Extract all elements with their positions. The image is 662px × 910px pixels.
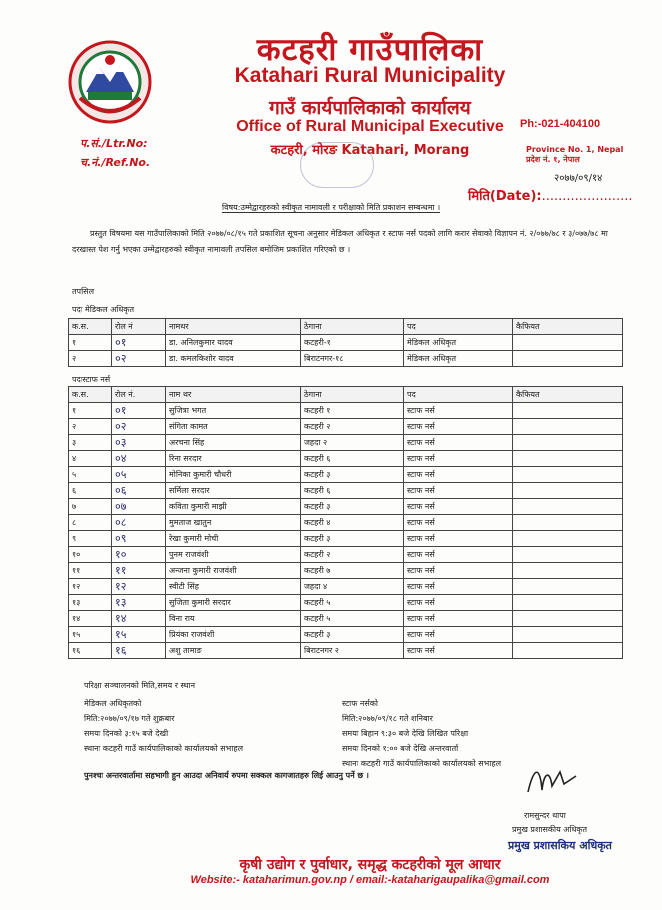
roll-number-cell: ०२ xyxy=(112,419,166,435)
office-address: कटहरी, मोरङ Katahari, Morang xyxy=(270,143,470,158)
subject-text: विषय:उम्मेद्वारहरुको स्वीकृत नामावली र परीक्षाको मिति प्रकाशन सम्बन्धमा । xyxy=(222,203,441,212)
medical-exam-title: मेडिकल अधिकृतको xyxy=(84,699,142,708)
address-cell: बिराटनगर-१८ xyxy=(301,351,404,367)
medical-exam-place: स्थानः कटहरी गाउँ कार्यपालिकाको कार्यालयको सभाहल xyxy=(84,744,244,753)
table-header-row xyxy=(69,387,623,403)
name-cell: अन्जना कुमारी राजवंशी xyxy=(166,563,301,579)
table-row xyxy=(69,335,623,351)
post-cell: स्टाफ नर्स xyxy=(404,563,513,579)
signature-icon xyxy=(520,762,580,798)
name-cell: विना राय xyxy=(166,611,301,627)
table-row xyxy=(69,419,623,435)
serial-number-cell: १ xyxy=(69,403,112,419)
name-cell: डा. अनिलकुमार यादव xyxy=(166,335,301,351)
column-header: ठेगाना xyxy=(301,387,404,403)
roll-number-cell: ०७ xyxy=(112,499,166,515)
address-cell: कटहरी ३ xyxy=(301,499,404,515)
serial-number-cell: ६ xyxy=(69,483,112,499)
serial-number-cell: १ xyxy=(69,335,112,351)
address-cell: कटहरी-१ xyxy=(301,335,404,351)
table-header-row xyxy=(69,319,623,335)
staff-exam-place: स्थानः कटहरी गाउँ कार्यपालिकाको कार्यालयको सभाहल xyxy=(342,759,502,768)
serial-number-cell: ५ xyxy=(69,467,112,483)
address-cell: बिराटनगर २ xyxy=(301,643,404,659)
serial-number-cell: ७ xyxy=(69,499,112,515)
handwritten-date: २०७७/०९/१४ xyxy=(554,173,603,184)
column-header: नाम थर xyxy=(166,387,301,403)
serial-number-cell: ८ xyxy=(69,515,112,531)
medical-officer-table xyxy=(68,318,623,367)
name-cell: प्रियंका राजवंशी xyxy=(166,627,301,643)
remarks-cell xyxy=(513,403,623,419)
table-row xyxy=(69,627,623,643)
address-cell: कटहरी ६ xyxy=(301,451,404,467)
remarks-cell xyxy=(513,627,623,643)
roll-number-cell: १० xyxy=(112,547,166,563)
name-cell: सुजित्रा भगत xyxy=(166,403,301,419)
table-row xyxy=(69,467,623,483)
remarks-cell xyxy=(513,435,623,451)
remarks-cell xyxy=(513,451,623,467)
province-info xyxy=(526,145,623,165)
column-header: क.स. xyxy=(69,319,112,335)
table-row xyxy=(69,403,623,419)
medical-exam-schedule xyxy=(84,696,334,756)
staff-exam-date: मिति:२०७७/०९/१८ गते शनिबार xyxy=(342,714,433,723)
serial-number-cell: १० xyxy=(69,547,112,563)
column-header: ठेगाना xyxy=(301,319,404,335)
date-label: मिति(Date): xyxy=(468,189,542,204)
name-cell: संगिता कामत xyxy=(166,419,301,435)
roll-number-cell: ०१ xyxy=(112,403,166,419)
post-cell: स्टाफ नर्स xyxy=(404,435,513,451)
remarks-cell xyxy=(513,643,623,659)
table-row xyxy=(69,611,623,627)
address-cell: कटहरी ३ xyxy=(301,627,404,643)
post-cell: स्टाफ नर्स xyxy=(404,467,513,483)
designation-stamp: प्रमुख प्रशासकिय अधिकृत xyxy=(508,839,612,852)
roll-number-cell: ०८ xyxy=(112,515,166,531)
remarks-cell xyxy=(513,595,623,611)
date-field xyxy=(468,186,633,204)
province-nepali: प्रदेश नं. १, नेपाल xyxy=(526,155,580,164)
signatory-title: प्रमुख प्रशासकीय अधिकृत xyxy=(512,825,588,834)
staff-exam-title: स्टाफ नर्सको xyxy=(342,699,378,708)
post-cell: स्टाफ नर्स xyxy=(404,547,513,563)
post-cell: स्टाफ नर्स xyxy=(404,595,513,611)
remarks-cell xyxy=(513,499,623,515)
serial-number-cell: २ xyxy=(69,419,112,435)
reference-number-label: च.नं./Ref.No. xyxy=(80,156,151,169)
remarks-cell xyxy=(513,531,623,547)
column-header: रोल नं. xyxy=(112,387,166,403)
post-cell: मेडिकल अधिकृत xyxy=(404,335,513,351)
serial-number-cell: १६ xyxy=(69,643,112,659)
address-cell: कटहरी ७ xyxy=(301,563,404,579)
remarks-cell xyxy=(513,515,623,531)
column-header: पद xyxy=(404,387,513,403)
staff-written-exam-time: समयः बिहान ९:३० बजे देखि लिखित परिक्षा xyxy=(342,729,469,738)
roll-number-cell: ११ xyxy=(112,563,166,579)
table-row xyxy=(69,483,623,499)
serial-number-cell: १४ xyxy=(69,611,112,627)
post-cell: स्टाफ नर्स xyxy=(404,531,513,547)
phone-number: Ph:-021-404100 xyxy=(520,118,601,130)
column-header: क.स. xyxy=(69,387,112,403)
roll-number-cell: १२ xyxy=(112,579,166,595)
column-header: कैफियत xyxy=(513,387,623,403)
office-title-english: Office of Rural Municipal Executive xyxy=(236,118,504,135)
address-cell: कटहरी ४ xyxy=(301,515,404,531)
remarks-cell xyxy=(513,611,623,627)
serial-number-cell: ९ xyxy=(69,531,112,547)
remarks-cell xyxy=(513,547,623,563)
name-cell: डा. कमलकिशोर यादव xyxy=(166,351,301,367)
name-cell: सर्मिला सरदार xyxy=(166,483,301,499)
remarks-cell xyxy=(513,563,623,579)
table-row xyxy=(69,499,623,515)
post-cell: स्टाफ नर्स xyxy=(404,643,513,659)
serial-number-cell: १३ xyxy=(69,595,112,611)
municipality-title-english: Katahari Rural Municipality xyxy=(234,64,506,87)
post-cell: स्टाफ नर्स xyxy=(404,499,513,515)
municipality-title-nepali: कटहरी गाउँपालिका xyxy=(256,32,484,68)
roll-number-cell: १३ xyxy=(112,595,166,611)
office-stamp-icon xyxy=(300,142,374,188)
footer-motto: कृषी उद्योग र पुर्वाधार, समृद्ध कटहरीको मूल आधार xyxy=(239,857,501,873)
roll-number-cell: १४ xyxy=(112,611,166,627)
post-cell: स्टाफ नर्स xyxy=(404,611,513,627)
roll-number-cell: १५ xyxy=(112,627,166,643)
address-cell: जहदा २ xyxy=(301,435,404,451)
post-cell: मेडिकल अधिकृत xyxy=(404,351,513,367)
post-cell: स्टाफ नर्स xyxy=(404,419,513,435)
body-paragraph: प्रस्तुत विषयमा यस गाउँपालिकाको मिति २०७७/०८/१५ गते प्रकाशित सूचना अनुसार मेडिकल अधिकृत र स्टाफ नर्स पदको लागि करार सेवाको विज्ञापन नं. २/०७७/७८ र ३/०७७/७८ मा दरखास्त पेश गर्नु भएका उम्मेद्वारहरुको स्वीकृत नामावली तपसिल बमोजिम प्रकाशित गरिएको छ । xyxy=(72,229,608,254)
serial-number-cell: १५ xyxy=(69,627,112,643)
footer-contact: Website:- kataharimun.gov.np / email:-kataharigaupalika@gmail.com xyxy=(190,874,550,886)
post-cell: स्टाफ नर्स xyxy=(404,627,513,643)
address-cell: कटहरी २ xyxy=(301,419,404,435)
roll-number-cell: ०६ xyxy=(112,483,166,499)
serial-number-cell: ११ xyxy=(69,563,112,579)
address-cell: कटहरी ६ xyxy=(301,483,404,499)
address-cell: कटहरी ५ xyxy=(301,595,404,611)
date-dots: ...................... xyxy=(541,189,633,204)
remarks-cell xyxy=(513,419,623,435)
remarks-cell xyxy=(513,579,623,595)
post-cell: स्टाफ नर्स xyxy=(404,515,513,531)
remarks-cell xyxy=(513,467,623,483)
table-row xyxy=(69,563,623,579)
remarks-cell xyxy=(513,351,623,367)
signatory-name: रामसुन्दर थापा xyxy=(524,811,566,820)
name-cell: अशु तामाङ xyxy=(166,643,301,659)
post-cell: स्टाफ नर्स xyxy=(404,451,513,467)
details-heading: तपसिल xyxy=(72,287,95,296)
column-header: पद xyxy=(404,319,513,335)
staff-exam-schedule xyxy=(342,696,622,771)
serial-number-cell: १२ xyxy=(69,579,112,595)
address-cell: कटहरी ३ xyxy=(301,531,404,547)
letter-number-label: प.सं./Ltr.No: xyxy=(80,137,148,150)
table-row xyxy=(69,643,623,659)
name-cell: सुजिता कुमारी सरदार xyxy=(166,595,301,611)
roll-number-cell: ०४ xyxy=(112,451,166,467)
name-cell: कविता कुमारी माझी xyxy=(166,499,301,515)
medical-section-label: पदः मेडिकल अधिकृत xyxy=(72,305,135,314)
postscript-note: पुनश्चः अन्तरवार्तामा सहभागी हुन आउदा अनिवार्य रुपमा सक्कल कागजातहरु लिई आउनु पर्ने छ । xyxy=(84,771,369,780)
name-cell: रिना सरदार xyxy=(166,451,301,467)
exam-schedule-heading: परिक्षा सञ्चालनको मिति,समय र स्थान xyxy=(84,681,196,690)
column-header: रोल नं xyxy=(112,319,166,335)
post-cell: स्टाफ नर्स xyxy=(404,403,513,419)
medical-exam-date: मिति:२०७७/०९/१७ गते शुक्रबार xyxy=(84,714,175,723)
province-english: Province No. 1, Nepal xyxy=(526,145,624,154)
name-cell: रेखा कुमारी मोची xyxy=(166,531,301,547)
remarks-cell xyxy=(513,483,623,499)
name-cell: अरचना सिंह xyxy=(166,435,301,451)
roll-number-cell: १६ xyxy=(112,643,166,659)
staff-interview-time: समयः दिनको १:०० बजे देखि अन्तरवार्ता xyxy=(342,744,459,753)
column-header: नामथर xyxy=(166,319,301,335)
office-title-nepali: गाउँ कार्यपालिकाको कार्यालय xyxy=(269,97,471,119)
serial-number-cell: २ xyxy=(69,351,112,367)
roll-number-cell: ०९ xyxy=(112,531,166,547)
address-cell: कटहरी २ xyxy=(301,547,404,563)
table-row xyxy=(69,595,623,611)
roll-number-cell: ०२ xyxy=(112,351,166,367)
roll-number-cell: ०३ xyxy=(112,435,166,451)
table-row xyxy=(69,435,623,451)
staff-nurse-table xyxy=(68,386,623,659)
address-cell: कटहरी १ xyxy=(301,403,404,419)
serial-number-cell: ३ xyxy=(69,435,112,451)
medical-exam-time: समयः दिनको ३:१५ बजे देखी xyxy=(84,729,169,738)
name-cell: स्वीटी सिंह xyxy=(166,579,301,595)
staff-nurse-section-label: पदःस्टाफ नर्स xyxy=(72,375,111,384)
table-row xyxy=(69,547,623,563)
address-cell: कटहरी ५ xyxy=(301,611,404,627)
table-row xyxy=(69,579,623,595)
name-cell: मुमताज खातुन xyxy=(166,515,301,531)
remarks-cell xyxy=(513,335,623,351)
letter-subject xyxy=(222,202,440,213)
post-cell: स्टाफ नर्स xyxy=(404,579,513,595)
table-row xyxy=(69,351,623,367)
table-row xyxy=(69,515,623,531)
column-header: कैफियत xyxy=(513,319,623,335)
post-cell: स्टाफ नर्स xyxy=(404,483,513,499)
name-cell: पुनम राजवंशी xyxy=(166,547,301,563)
serial-number-cell: ४ xyxy=(69,451,112,467)
roll-number-cell: ०१ xyxy=(112,335,166,351)
table-row xyxy=(69,451,623,467)
table-row xyxy=(69,531,623,547)
roll-number-cell: ०५ xyxy=(112,467,166,483)
name-cell: मोनिका कुमारी चौधरी xyxy=(166,467,301,483)
address-cell: कटहरी ३ xyxy=(301,467,404,483)
municipal-emblem-icon xyxy=(66,38,154,126)
address-cell: जहदा ४ xyxy=(301,579,404,595)
